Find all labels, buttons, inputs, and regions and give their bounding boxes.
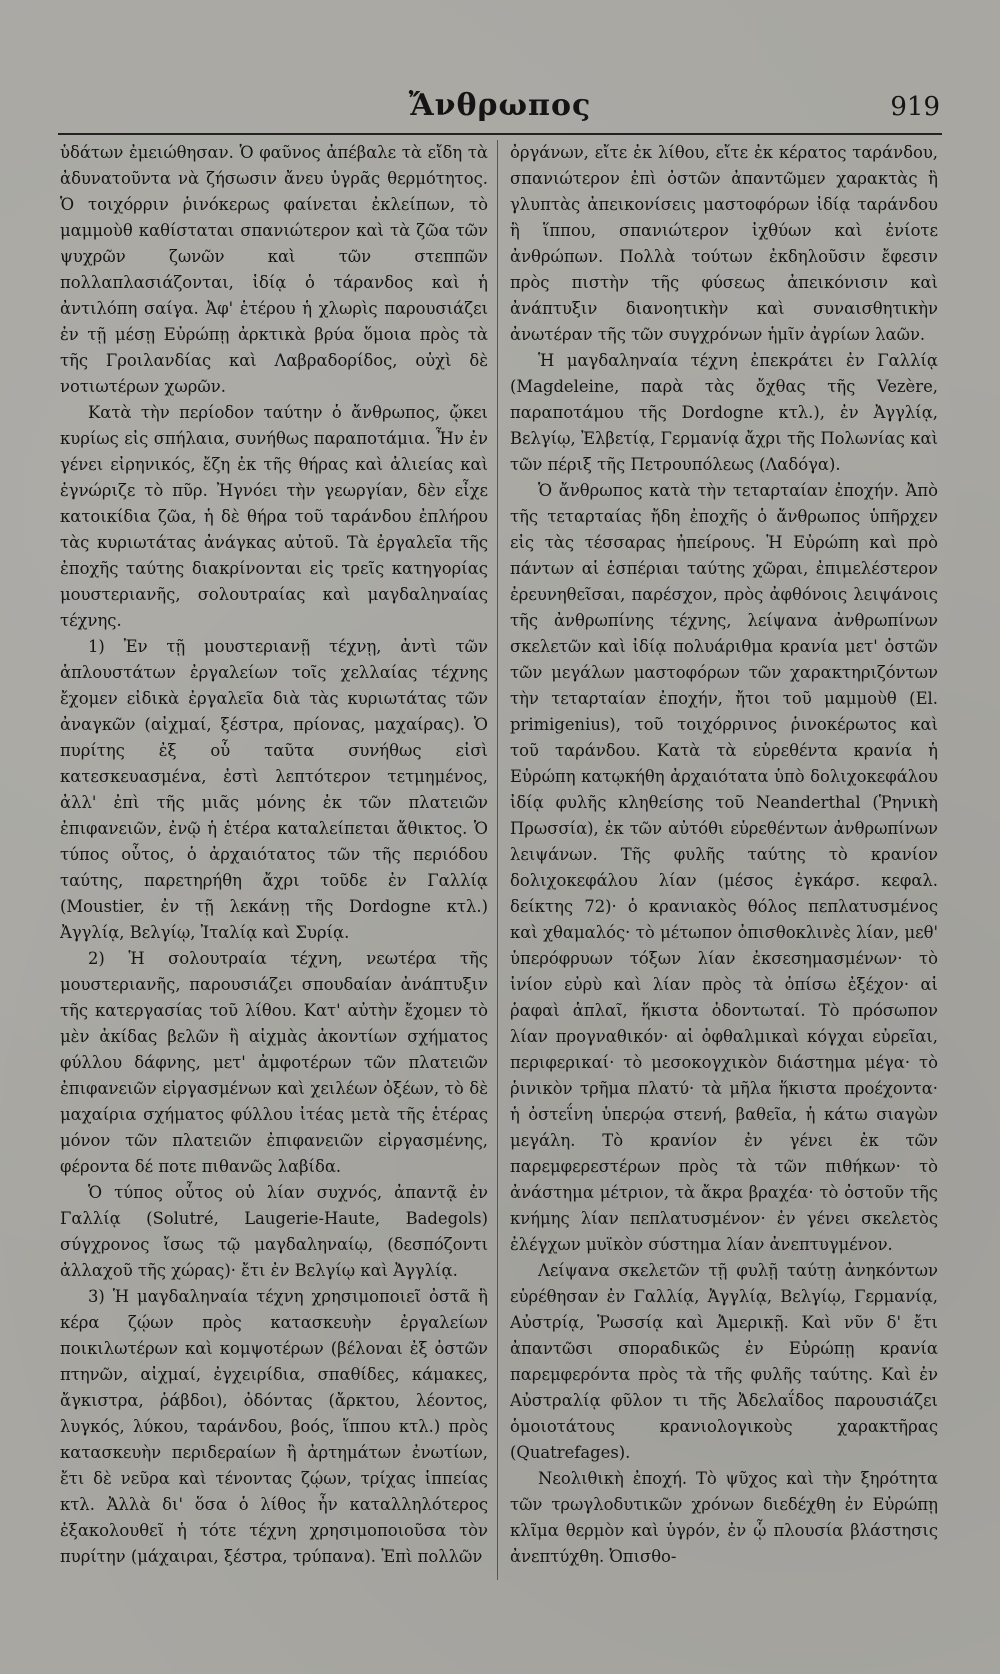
paragraph: ὑδάτων ἐμειώθησαν. Ὁ φαῦνος ἀπέβαλε τὰ εἴδη τὰ ἀδυνατοῦντα νὰ ζήσωσιν ἄνευ ὑγρᾶς θερμότητος. Ὁ τοιχόρριν ῥινόκερως φαίνεται ἐκλείπων, τὸ μαμμοὺθ καθίσταται σπανιώτερον καὶ τὰ ζῶα τῶν ψυχρῶν ζωνῶν καὶ τῶν στεππῶν πολλαπλασιάζονται, ἰδίᾳ ὁ τάρανδος καὶ ἡ ἀντιλόπη σαίγα. Ἀφ' ἑτέρου ἡ χλωρὶς παρουσιάζει ἐν τῇ μέσῃ Εὐρώπῃ ἀρκτικὰ βρύα ὅμοια πρὸς τὰ τῆς Γροιλανδίας καὶ Λαβραδορίδος, οὐχὶ δὲ νοτιωτέρων χωρῶν.: [60, 143, 488, 396]
right-column: [510, 140, 938, 1580]
header-rule: [58, 133, 942, 135]
paragraph: 1) Ἐν τῇ μουστεριανῇ τέχνῃ, ἀντὶ τῶν ἁπλουστάτων ἐργαλείων τοῖς χελλαίας τέχνης ἔχομεν εἰδικὰ ἐργαλεῖα διὰ τὰς κυριωτάτας τῶν ἀναγκῶν (αἰχμαί, ξέστρα, πρίονας, μαχαίρας). Ὁ πυρίτης ἐξ οὗ ταῦτα συνήθως εἰσὶ κατεσκευασμένα, ἐστὶ λεπτότερον τετμημένος, ἀλλ' ἐπὶ τῆς μιᾶς μόνης ἐκ τῶν πλατειῶν ἐπιφανειῶν, ἐνῷ ἡ ἑτέρα καταλείπεται ἄθικτος. Ὁ τύπος οὗτος, ὁ ἀρχαιότατος τῶν τῆς περιόδου ταύτης, παρετηρήθη ἄχρι τοῦδε ἐν Γαλλίᾳ (Moustier, ἐν τῇ λεκάνῃ τῆς Dordogne κτλ.) Ἀγγλίᾳ, Βελγίῳ, Ἰταλίᾳ καὶ Συρίᾳ.: [60, 637, 488, 942]
running-title: Ἄνθρωπος: [408, 88, 592, 123]
paragraph: Νεολιθικὴ ἐποχή. Τὸ ψῦχος καὶ τὴν ξηρότητα τῶν τρωγλοδυτικῶν χρόνων διεδέχθη ἐν Εὐρώπῃ κλῖμα θερμὸν καὶ ὑγρόν, ἐν ᾧ πλουσία βλάστησις ἀνεπτύχθη. Ὀπισθο-: [510, 1469, 938, 1566]
column-divider: [497, 140, 498, 1580]
paragraph: ὀργάνων, εἴτε ἐκ λίθου, εἴτε ἐκ κέρατος ταράνδου, σπανιώτερον ἐπὶ ὀστῶν ἀπαντῶμεν χαρακτὰς ἢ γλυπτὰς ἀπεικονίσεις μαστοφόρων ἰδίᾳ ταράνδου ἢ ἵππου, σπανιώτερον ἰχθύων καὶ ἐνίοτε ἀνθρώπων. Πολλὰ τούτων ἐκδηλοῦσιν ἔφεσιν πρὸς πιστὴν τῆς φύσεως ἀπεικόνισιν καὶ ἀνάπτυξιν διανοητικὴν καὶ συναισθητικὴν ἀνωτέραν τῆς τῶν συγχρόνων ἡμῖν ἀγρίων λαῶν.: [510, 143, 938, 344]
left-column: [60, 140, 488, 1580]
paragraph: Λείψανα σκελετῶν τῇ φυλῇ ταύτῃ ἀνηκόντων εὑρέθησαν ἐν Γαλλίᾳ, Ἀγγλίᾳ, Βελγίῳ, Γερμανίᾳ, Αὐστρίᾳ, Ῥωσσίᾳ καὶ Ἀμερικῇ. Καὶ νῦν δ' ἔτι ἀπαντῶσι σποραδικῶς ἐν Εὐρώπῃ κρανία παρεμφερόντα πρὸς τὰ τῆς φυλῆς ταύτης. Καὶ ἐν Αὐστραλίᾳ φῦλον τι τῆς Ἀδελαΐδος παρουσιάζει ὁμοιοτάτους κρανιολογικοὺς χαρακτῆρας (Quatrefages).: [510, 1261, 938, 1462]
page-number: 919: [890, 92, 940, 122]
paragraph: 3) Ἡ μαγδαληναία τέχνη χρησιμοποιεῖ ὀστᾶ ἢ κέρα ζῴων πρὸς κατασκευὴν ἐργαλείων ποικιλωτέρων καὶ κομψοτέρων (βέλοναι ἐξ ὀστῶν πτηνῶν, αἰχμαί, ἐγχειρίδια, σπαθίδες, κάμακες, ἄγκιστρα, ῥάβδοι), ὀδόντας (ἄρκτου, λέοντος, λυγκός, λύκου, ταράνδου, βοός, ἵππου κτλ.) πρὸς κατασκευὴν περιδεραίων ἢ ἀρτημάτων ἐνωτίων, ἔτι δὲ νεῦρα καὶ τένοντας ζῴων, τρίχας ἱππείας κτλ. Ἀλλὰ δι' ὅσα ὁ λίθος ἦν καταλληλότερος ἐξακολουθεῖ ἡ τότε τέχνη χρησιμοποιοῦσα τὸν πυρίτην (μάχαιραι, ξέστρα, τρύπανα). Ἐπὶ πολλῶν: [60, 1287, 488, 1566]
paragraph: Κατὰ τὴν περίοδον ταύτην ὁ ἄνθρωπος, ᾤκει κυρίως εἰς σπήλαια, συνήθως παραποτάμια. Ἦν ἐν γένει εἰρηνικός, ἔζη ἐκ τῆς θήρας καὶ ἁλιείας καὶ ἐγνώριζε τὸ πῦρ. Ἠγνόει τὴν γεωργίαν, δὲν εἶχε κατοικίδια ζῶα, ἡ δὲ θήρα τοῦ ταράνδου ἐπλήρου τὰς κυριωτάτας ἀνάγκας αὐτοῦ. Τὰ ἐργαλεῖα τῆς ἐποχῆς ταύτης διακρίνονται εἰς τρεῖς κατηγορίας μουστεριανῆς, σολουτραίας καὶ μαγδαληναίας τέχνης.: [60, 403, 488, 630]
paragraph: Ὁ τύπος οὗτος οὐ λίαν συχνός, ἀπαντᾷ ἐν Γαλλίᾳ (Solutré, Laugerie-Haute, Badegols) σύγχρονος ἴσως τῷ μαγδαληναίῳ, (δεσπόζοντι ἀλλαχοῦ τῆς χώρας)· ἔτι ἐν Βελγίῳ καὶ Ἀγγλίᾳ.: [60, 1183, 488, 1280]
paragraph: 2) Ἡ σολουτραία τέχνη, νεωτέρα τῆς μουστεριανῆς, παρουσιάζει σπουδαίαν ἀνάπτυξιν τῆς κατεργασίας τοῦ λίθου. Κατ' αὐτὴν ἔχομεν τὸ μὲν ἀκίδας βελῶν ἢ αἰχμὰς ἀκοντίων σχήματος φύλλου δάφνης, μετ' ἀμφοτέρων τῶν πλατειῶν ἐπιφανειῶν εἰργασμένων καὶ χειλέων ὀξέων, τὸ δὲ μαχαίρια σχήματος φύλλου ἰτέας μετὰ τῆς ἑτέρας μόνον τῶν πλατειῶν ἐπιφανειῶν εἰργασμένης, φέροντα δέ ποτε πιθανῶς λαβίδα.: [60, 949, 488, 1176]
paragraph: Ἡ μαγδαληναία τέχνη ἐπεκράτει ἐν Γαλλίᾳ (Magdeleine, παρὰ τὰς ὄχθας τῆς Vezère, παραποτάμου τῆς Dordogne κτλ.), ἐν Ἀγγλίᾳ, Βελγίῳ, Ἐλβετίᾳ, Γερμανίᾳ ἄχρι τῆς Πολωνίας καὶ τῶν πέριξ τῆς Πετρουπόλεως (Λαδόγα).: [510, 351, 938, 474]
paragraph: Ὁ ἄνθρωπος κατὰ τὴν τεταρταίαν ἐποχήν. Ἀπὸ τῆς τεταρταίας ἤδη ἐποχῆς ὁ ἄνθρωπος ὑπῆρχεν εἰς τὰς τέσσαρας ἠπείρους. Ἡ Εὐρώπη καὶ πρὸ πάντων αἱ ἑσπέριαι ταύτης χῶραι, ἐπιμελέστερον ἐρευνηθεῖσαι, παρέσχον, πρὸς ἀφθόνοις λειψάνοις τῆς ἀνθρωπίνης τέχνης, λείψανα ἀνθρωπίνων σκελετῶν καὶ ἰδίᾳ πολυάριθμα κρανία μετ' ὀστῶν τῶν μεγάλων μαστοφόρων τῶν χαρακτηριζόντων τὴν τεταρταίαν ἐποχήν, ἤτοι τοῦ μαμμοὺθ (El. primigenius), τοῦ τοιχόρρινος ῥινοκέρωτος καὶ τοῦ ταράνδου. Κατὰ τὰ εὑρεθέντα κρανία ἡ Εὐρώπη κατῳκήθη ἀρχαιότατα ὑπὸ δολιχοκεφάλου ἰδίᾳ φυλῆς κληθείσης τοῦ Neanderthal (Ῥηνικὴ Πρωσσία), ἐκ τῶν αὐτόθι εὑρεθέντων ἀνθρωπίνων λειψάνων. Τῆς φυλῆς ταύτης τὸ κρανίον δολιχοκεφάλου λίαν (μέσος ἐγκάρσ. κεφαλ. δείκτης 72)· ὁ κρανιακὸς θόλος πεπλατυσμένος καὶ χθαμαλός· τὸ μέτωπον ὀπισθοκλινὲς λίαν, μεθ' ὑπερόφρυων τόξων λίαν ἐκσεσημασμένων· τὸ ἰνίον εὐρὺ καὶ λίαν πρὸς τὰ ὀπίσω ἐξέχον· αἱ ῥαφαὶ ἁπλαῖ, ἥκιστα ὀδοντωταί. Τὸ πρόσωπον λίαν προγναθικόν· αἱ ὀφθαλμικαὶ κόγχαι εὐρεῖαι, περιφερικαί· τὸ μεσοκογχικὸν διάστημα μέγα· τὸ ῥινικὸν τρῆμα πλατύ· τὰ μῆλα ἥκιστα προέχοντα· ἡ ὀστεΐνη ὑπερῴα στενή, βαθεῖα, ἡ κάτω σιαγὼν μεγάλη. Τὸ κρανίον ἐν γένει ἐκ τῶν παρεμφερεστέρων πρὸς τὰ τῶν πιθήκων· τὸ ἀνάστημα μέτριον, τὰ ἄκρα βραχέα· τὸ ὀστοῦν τῆς κνήμης λίαν πεπλατυσμένον· ἐν γένει σκελετὸς ἐλέγχων μυϊκὸν σύστημα λίαν ἀνεπτυγμένον.: [510, 481, 938, 1254]
